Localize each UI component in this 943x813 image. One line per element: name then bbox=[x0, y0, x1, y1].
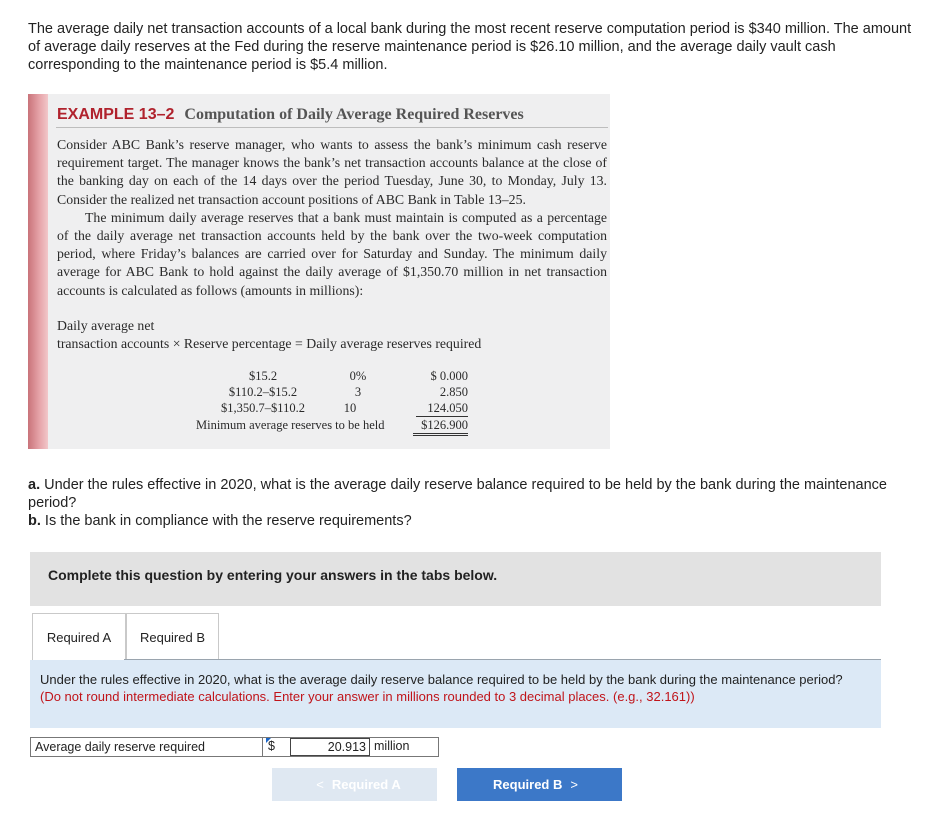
question-b-text: Is the bank in compliance with the reserve requirements? bbox=[44, 513, 412, 529]
question-a-label: a. bbox=[28, 477, 41, 493]
calc-range-2: $110.2–$15.2 bbox=[228, 385, 298, 399]
formula-line-1: Daily average net bbox=[57, 318, 155, 333]
formula-line-2: transaction accounts × Reserve percentage = Daily average reserves required bbox=[57, 336, 482, 351]
prompt-content bbox=[40, 672, 860, 705]
example-title: Computation of Daily Average Required Reserves bbox=[184, 106, 524, 123]
complete-banner bbox=[30, 552, 881, 606]
prompt-panel bbox=[30, 660, 881, 728]
calc-total-value: $126.900 bbox=[413, 418, 468, 436]
next-button-label: Required B bbox=[493, 777, 563, 792]
question-b-label: b. bbox=[28, 513, 41, 529]
prompt-instruction: (Do not round intermediate calculations. Enter your answer in millions rounded to 3 decimal places. (e.g., 32.161)) bbox=[40, 688, 695, 704]
example-paragraph-2: The minimum daily average reserves that a bank must maintain is computed as a percentage of the daily average net transaction accounts held by the bank over the two-week computation period, where Friday’s balances are carried over for Saturday and Sunday. The minimum daily average for ABC Bank to hold against the daily average of $1,350.70 million in net transaction accounts is calculated as follows (amounts in millions): bbox=[57, 209, 607, 298]
calc-total-label: Minimum average reserves to be held bbox=[196, 418, 385, 432]
example-number: EXAMPLE 13–2 bbox=[57, 106, 175, 123]
question-a-text: Under the rules effective in 2020, what is the average daily reserve balance required to be held by the bank during the maintenance period? bbox=[28, 477, 888, 511]
example-paragraph-1: Consider ABC Bank’s reserve manager, who wants to assess the bank’s minimum cash reserve requirement target. The manager knows the bank’s net transaction accounts balance at the close of the banking day on each of the 14 days over the period Tuesday, June 30, to Monday, July 13. Consider the realized net transaction account positions of ABC Bank in Table 13–25. bbox=[57, 137, 607, 207]
intro-text: The average daily net transaction accounts of a local bank during the most recent reserve computation period is $340 million. The amount of average daily reserves at the Fed during the reserve maintenance period is $26.10 million, and the average daily vault cash corresponding to the maintenance period is $5.4 million. bbox=[28, 21, 912, 73]
example-accent-bar bbox=[28, 94, 48, 449]
next-required-b-button[interactable] bbox=[457, 768, 622, 801]
example-box bbox=[28, 94, 610, 449]
example-title-rule bbox=[56, 127, 608, 128]
prev-required-a-button[interactable] bbox=[272, 768, 437, 801]
tab-required-a[interactable]: Required A bbox=[32, 613, 126, 661]
question-b bbox=[28, 512, 908, 530]
calc-pct-2: 3 bbox=[354, 385, 362, 399]
tab-required-b[interactable]: Required B bbox=[126, 613, 219, 661]
answer-label: Average daily reserve required bbox=[30, 737, 263, 757]
calc-reserve-3: 124.050 bbox=[416, 401, 468, 417]
example-heading bbox=[57, 106, 524, 124]
answer-currency: $ bbox=[268, 739, 275, 753]
calc-range-3: $1,350.7–$110.2 bbox=[221, 401, 305, 415]
answer-input[interactable]: 20.913 bbox=[290, 738, 370, 756]
calc-range-1: $15.2 bbox=[248, 369, 278, 383]
complete-banner-text: Complete this question by entering your answers in the tabs below. bbox=[48, 567, 498, 583]
calc-reserve-2: 2.850 bbox=[439, 385, 468, 399]
calc-pct-3: 10 bbox=[343, 401, 357, 415]
question-a bbox=[28, 476, 908, 512]
answer-unit: million bbox=[374, 739, 410, 753]
question-block bbox=[28, 476, 908, 530]
prev-button-label: Required A bbox=[331, 777, 401, 792]
calc-pct-1: 0% bbox=[349, 369, 367, 383]
calc-reserve-1: $ 0.000 bbox=[430, 369, 468, 383]
prompt-text: Under the rules effective in 2020, what is the average daily reserve balance required to be held by the bank during the maintenance period? bbox=[40, 672, 843, 687]
chevron-right-icon: > bbox=[570, 777, 578, 792]
example-body bbox=[57, 136, 607, 300]
chevron-left-icon: < bbox=[316, 777, 324, 792]
